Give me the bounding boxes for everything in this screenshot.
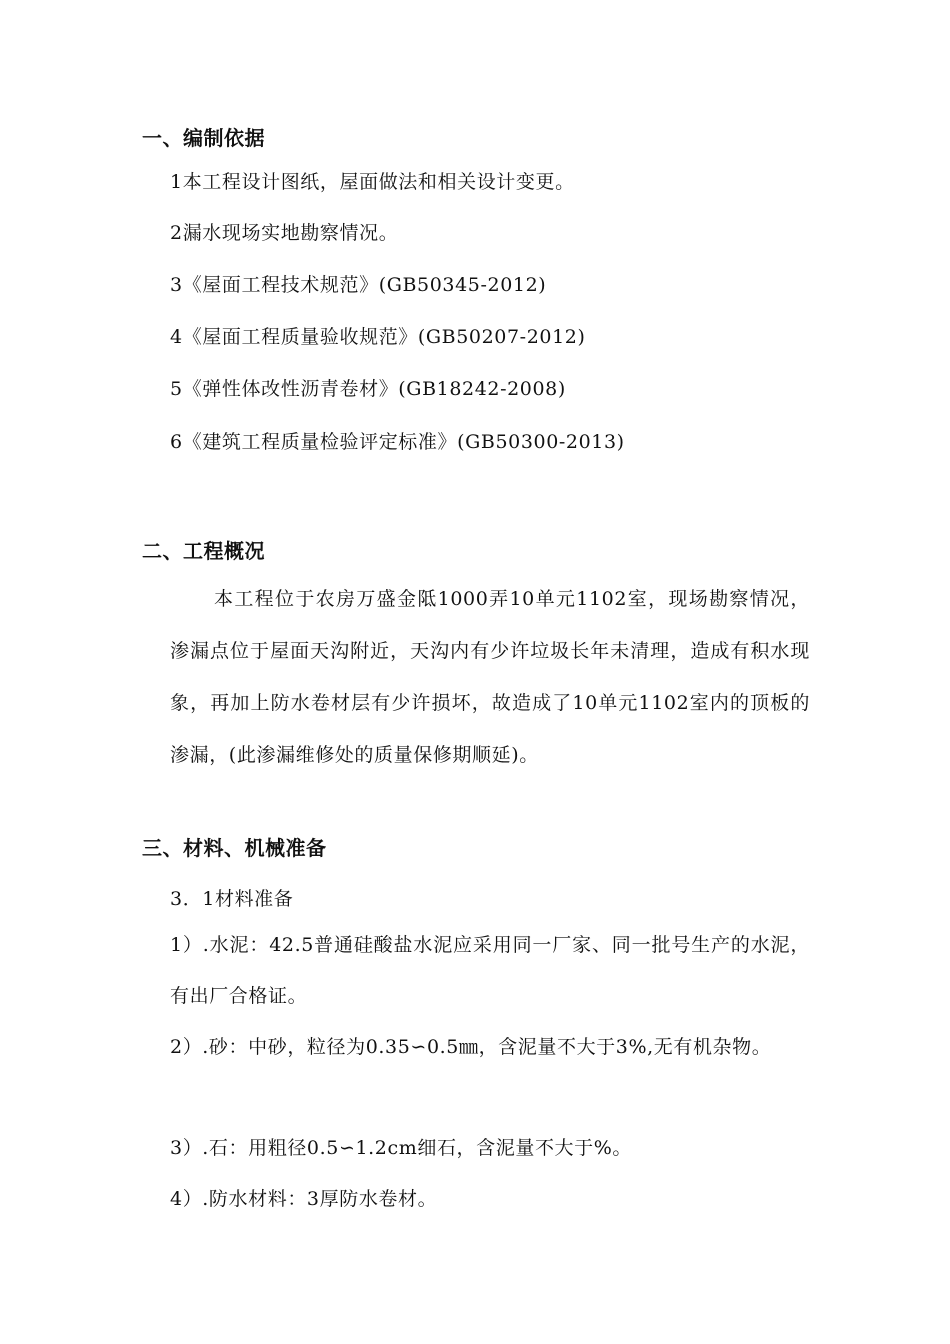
material-item-cement: 1）.水泥：42.5普通硅酸盐水泥应采用同一厂家、同一批号生产的水泥，有出厂合格证。 bbox=[170, 934, 810, 1007]
material-item-waterproof: 4）.防水材料：3厚防水卷材。 bbox=[170, 1188, 438, 1210]
section-2-heading: 二、工程概况 bbox=[142, 539, 265, 563]
section-1-heading: 一、编制依据 bbox=[142, 126, 265, 150]
section-3-heading: 三、材料、机械准备 bbox=[142, 836, 327, 860]
material-item-sand: 2）.砂：中砂，粒径为0.35∽0.5㎜，含泥量不大于3%,无有机杂物。 bbox=[170, 1036, 772, 1058]
material-item-stone: 3）.石：用粗径0.5∽1.2cm细石，含泥量不大于%。 bbox=[170, 1137, 632, 1159]
basis-item-3: 3《屋面工程技术规范》(GB50345-2012) bbox=[170, 274, 547, 296]
materials-subtitle: 3．1材料准备 bbox=[170, 888, 294, 910]
basis-item-2: 2漏水现场实地勘察情况。 bbox=[170, 222, 399, 244]
basis-item-1: 1本工程设计图纸，屋面做法和相关设计变更。 bbox=[170, 171, 575, 193]
project-overview-paragraph: 本工程位于农房万盛金阺1000弄10单元1102室，现场勘察情况，渗漏点位于屋面天沟附近，天沟内有少许垃圾长年未清理，造成有积水现象，再加上防水卷材层有少许损坏，故造成了10单元1102室内的顶板的渗漏，(此渗漏维修处的质量保修期顺延)。 bbox=[170, 588, 810, 766]
basis-item-5: 5《弹性体改性沥青卷材》(GB18242-2008) bbox=[170, 378, 566, 400]
basis-item-6: 6《建筑工程质量检验评定标准》(GB50300-2013) bbox=[170, 431, 625, 453]
basis-item-4: 4《屋面工程质量验收规范》(GB50207-2012) bbox=[170, 326, 586, 348]
